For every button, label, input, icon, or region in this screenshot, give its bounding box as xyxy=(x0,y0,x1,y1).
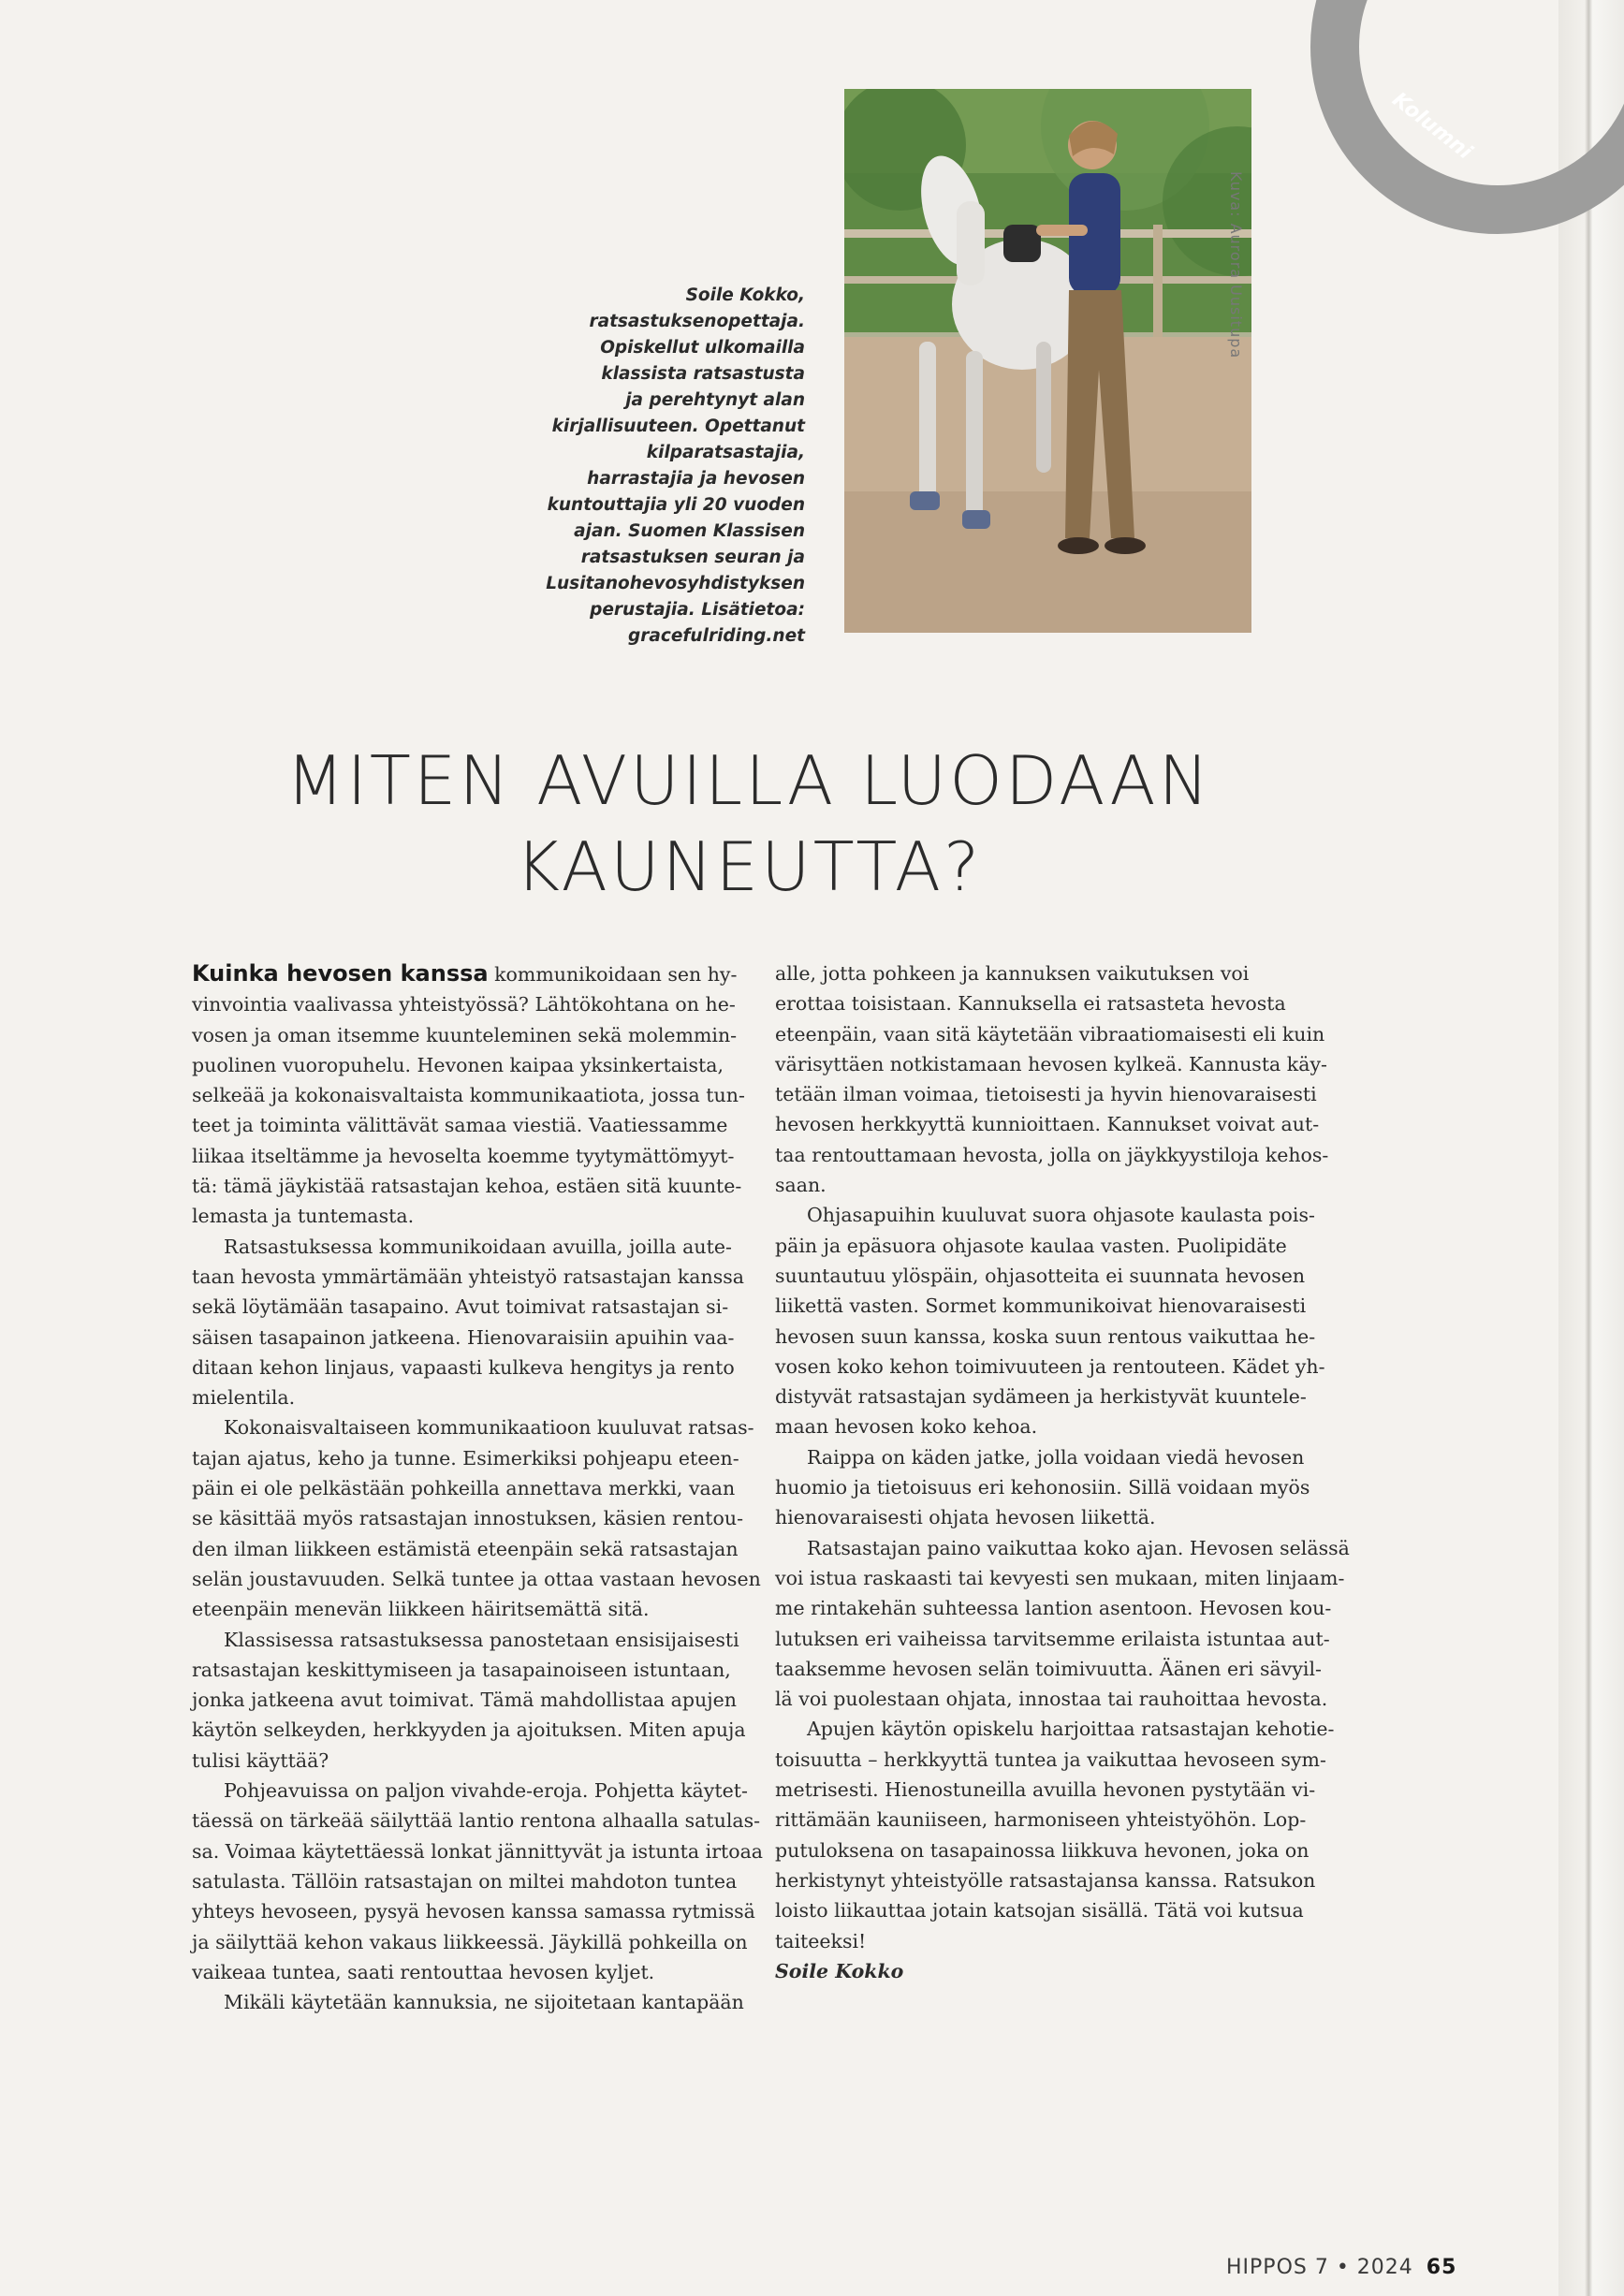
caption-line: klassista ratsastusta xyxy=(601,364,805,384)
caption-line: perustajia. Lisätietoa: xyxy=(590,600,805,620)
lead-in-continuation: kommunikoidaan sen hy- xyxy=(488,963,738,986)
body-paragraph xyxy=(192,1412,761,1624)
body-paragraph xyxy=(775,1533,1350,1715)
body-line: selkeää ja kokonaisvaltaista kommunikaatiota, jossa tun- xyxy=(192,1084,745,1107)
body-line: tetään ilman voimaa, tietoisesti ja hyvin hienovaraisesti xyxy=(775,1083,1317,1106)
body-line: vinvointia vaalivassa yhteistyössä? Lähtökohtana on he- xyxy=(192,993,736,1016)
section-tab-arc xyxy=(1310,0,1624,234)
caption-line: Lusitanohevosyhdistyksen xyxy=(546,574,805,593)
photo-credit: Kuva: Aurora Uusitupa xyxy=(1227,171,1245,359)
caption-line: kirjallisuuteen. Opettanut xyxy=(551,417,805,436)
body-line: rittämään kauniiseen, harmoniseen yhteistyöhön. Lop- xyxy=(775,1808,1307,1832)
caption-line: Opiskellut ulkomailla xyxy=(600,338,805,358)
lead-in: Kuinka hevosen kanssa xyxy=(192,960,489,987)
body-line: yhteys hevoseen, pysyä hevosen kanssa samassa rytmissä xyxy=(192,1900,755,1923)
body-line: selän joustavuuden. Selkä tuntee ja ottaa vastaan hevosen xyxy=(192,1567,761,1590)
body-column-right xyxy=(775,958,1350,1986)
body-paragraph xyxy=(192,1987,753,2017)
body-line: Raippa on käden jatke, jolla voidaan viedä hevosen xyxy=(807,1445,1305,1469)
caption-line: ratsastuksen seuran ja xyxy=(580,548,805,567)
body-line: säisen tasapainon jatkeena. Hienovaraisiin apuihin vaa- xyxy=(192,1325,735,1349)
body-line: käytön selkeyden, herkkyyden ja ajoituksen. Miten apuja xyxy=(192,1718,746,1742)
page-footer xyxy=(1226,2256,1456,2279)
body-line: hienovaraisesti ohjata hevosen liikettä. xyxy=(775,1506,1156,1529)
body-line: distyvät ratsastajan sydämeen ja herkistyvät kuuntele- xyxy=(775,1385,1307,1409)
body-line: sekä löytämään tasapaino. Avut toimivat ratsastajan si- xyxy=(192,1295,729,1319)
body-line: värisyttäen notkistamaan hevosen kylkeä. Kannusta käy- xyxy=(775,1052,1327,1075)
caption-line: ja perehtynyt alan xyxy=(625,390,805,410)
body-line: sa. Voimaa käytettäessä lonkat jännittyvät ja istunta irtoaa xyxy=(192,1839,764,1863)
body-line: Ratsastuksessa kommunikoidaan avuilla, joilla autе- xyxy=(224,1235,732,1258)
body-paragraph xyxy=(192,958,753,1232)
page-gutter-edge xyxy=(1558,0,1624,2296)
body-line: putuloksena on tasapainossa liikkuva hevonen, joka on xyxy=(775,1838,1309,1862)
title-line-1: MITEN AVUILLA LUODAAN xyxy=(285,741,1212,820)
body-line: tajan ajatus, keho ja tunne. Esimerkiksi pohjeapu eteen- xyxy=(192,1446,739,1470)
body-line: me rintakehän suhteessa lantion asentoon. Hevosen kou- xyxy=(775,1597,1332,1620)
body-line: toisuutta – herkkyyttä tuntea ja vaikuttaa hevoseen sym- xyxy=(775,1748,1326,1771)
caption-line: ajan. Suomen Klassisen xyxy=(574,521,805,541)
body-line: hevosen herkkyyttä kunnioittaen. Kannukset voivat aut- xyxy=(775,1113,1320,1136)
author-caption xyxy=(524,283,805,650)
body-line: Pohjeavuissa on paljon vivahde-eroja. Pohjetta käytet- xyxy=(224,1779,748,1803)
page-number: 65 xyxy=(1426,2256,1457,2279)
body-line: saan. xyxy=(775,1174,827,1197)
body-line: maan hevosen koko kehoa. xyxy=(775,1415,1038,1439)
caption-line: Soile Kokko, xyxy=(685,285,805,305)
body-line: Apujen käytön opiskelu harjoittaa ratsastajan kehotie- xyxy=(807,1718,1335,1741)
body-paragraph xyxy=(775,1200,1337,1441)
body-line: erottaa toisistaan. Kannuksella ei ratsasteta hevosta xyxy=(775,992,1286,1016)
body-line: päin ja epäsuora ohjasote kaulaa vasten. Puolipidäte xyxy=(775,1234,1287,1257)
body-line: mielentila. xyxy=(192,1386,296,1410)
body-paragraph xyxy=(775,1714,1337,1955)
body-paragraph xyxy=(192,1232,753,1413)
caption-line: ratsastuksenopettaja. xyxy=(589,312,805,331)
body-line: eteenpäin menevän liikkeen häiritsemättä sitä. xyxy=(192,1598,650,1621)
body-line: metrisesti. Hienostuneilla avuilla hevonen pystytään vi- xyxy=(775,1778,1316,1802)
body-line: Kokonaisvaltaiseen kommunikaatioon kuuluvat ratsas- xyxy=(224,1416,754,1440)
body-line: liikettä vasten. Sormet kommunikoivat hienovaraisesti xyxy=(775,1294,1307,1318)
author-signature: Soile Kokko xyxy=(775,1959,904,1982)
body-line: liikaa itseltämme ja hevoselta koemme tyytymättömyyt- xyxy=(192,1144,735,1167)
body-line: se käsittää myös ratsastajan innostuksen, käsien rentou- xyxy=(192,1507,743,1530)
body-line: satulasta. Tällöin ratsastajan on miltei mahdoton tuntea xyxy=(192,1869,738,1893)
body-line: Ohjasapuihin kuuluvat suora ohjasote kaulasta pois- xyxy=(807,1204,1315,1227)
body-line: den ilman liikkeen estämistä eteenpäin sekä ratsastajan xyxy=(192,1537,739,1560)
body-line: jonka jatkeena avut toimivat. Tämä mahdollistaa apujen xyxy=(192,1689,737,1712)
body-line: ratsastajan keskittymiseen ja tasapainoiseen istuntaan, xyxy=(192,1658,731,1681)
body-line: lutuksen eri vaiheissa tarvitsemme erilaista istuntaa aut- xyxy=(775,1627,1330,1650)
body-line: Klassisessa ratsastuksessa panostetaan ensisijaisesti xyxy=(224,1628,739,1651)
caption-line: harrastajia ja hevosen xyxy=(587,469,805,489)
body-line: herkistynyt yhteistyölle ratsastajansa kanssa. Ratsukon xyxy=(775,1868,1316,1892)
body-line: hevosen suun kanssa, koska suun rentous vaikuttaa he- xyxy=(775,1324,1316,1348)
section-tab-label: Kolumni xyxy=(1387,88,1477,165)
caption-line: kilparatsastajia, xyxy=(646,443,805,462)
body-line: voi istua raskaasti tai kevyesti sen mukaan, miten linjaam- xyxy=(775,1566,1345,1589)
body-line: Mikäli käytetään kannuksia, ne sijoitetaan kantapään xyxy=(224,1991,744,2014)
body-paragraph xyxy=(775,958,1337,1200)
title-line-2: KAUNEUTTA? xyxy=(515,827,983,906)
body-line: ditaan kehon linjaus, vapaasti kulkeva hengitys ja rento xyxy=(192,1355,735,1379)
caption-line: kuntouttajia yli 20 vuoden xyxy=(547,495,805,515)
body-paragraph xyxy=(192,1625,753,1776)
body-line: vosen ja oman itsemme kuunteleminen sekä molemmin- xyxy=(192,1023,738,1046)
body-paragraph xyxy=(192,1776,764,1987)
body-line: taaksemme hevosen selän toimivuutta. Äänen eri sävyil- xyxy=(775,1657,1322,1680)
body-line: täessä on tärkeää säilyttää lantio rentona alhaalla satulas- xyxy=(192,1809,761,1833)
body-line: päin ei ole pelkästään pohkeilla annettava merkki, vaan xyxy=(192,1477,736,1500)
body-line: vosen koko kehon toimivuuteen ja rentouteen. Kädet yh- xyxy=(775,1354,1325,1378)
body-line: puolinen vuoropuhelu. Hevonen kaipaa yksinkertaista, xyxy=(192,1053,724,1076)
body-line xyxy=(192,958,753,989)
body-line: eteenpäin, vaan sitä käytetään vibraatiomaisesti eli kuin xyxy=(775,1022,1325,1046)
body-line: lä voi puolestaan ohjata, innostaa tai rauhoittaa hevosta. xyxy=(775,1688,1328,1711)
author-photo xyxy=(844,89,1251,633)
body-line: teet ja toiminta välittävät samaa viestiä. Vaatiessamme xyxy=(192,1114,728,1137)
body-line: loisto liikauttaa jotain katsojan sisällä. Tätä voi kutsua xyxy=(775,1899,1304,1923)
body-line: alle, jotta pohkeen ja kannuksen vaikutuksen voi xyxy=(775,962,1250,985)
body-column-left xyxy=(192,958,764,2017)
body-paragraph xyxy=(775,1442,1337,1533)
issue-label: HIPPOS 7 • 2024 xyxy=(1226,2256,1413,2279)
body-line: huomio ja tietoisuus eri kehonosiin. Sillä voidaan myös xyxy=(775,1476,1310,1499)
body-line: suuntautuu ylöspäin, ohjasotteita ei suunnata hevosen xyxy=(775,1264,1306,1287)
body-line: vaikeaa tuntea, saati rentouttaa hevosen kyljet. xyxy=(192,1960,655,1983)
body-line: tulisi käyttää? xyxy=(192,1748,329,1772)
body-line: taa rentouttamaan hevosta, jolla on jäykkyystiloja kehos- xyxy=(775,1143,1329,1166)
body-line: ja säilyttää kehon vakaus liikkeessä. Jäykillä pohkeilla on xyxy=(192,1930,748,1953)
body-line: taan hevosta ymmärtämään yhteistyö ratsastajan kanssa xyxy=(192,1265,744,1288)
body-line: lemasta ja tuntemasta. xyxy=(192,1205,415,1228)
body-line: Ratsastajan paino vaikuttaa koko ajan. Hevosen selässä xyxy=(807,1536,1350,1559)
horse-and-rider-illustration xyxy=(844,89,1251,633)
body-line: tä: tämä jäykistää ratsastajan kehoa, estäen sitä kuunte- xyxy=(192,1175,742,1198)
article-title xyxy=(187,738,1310,910)
body-line: taiteeksi! xyxy=(775,1929,867,1952)
caption-line: gracefulriding.net xyxy=(628,626,805,646)
